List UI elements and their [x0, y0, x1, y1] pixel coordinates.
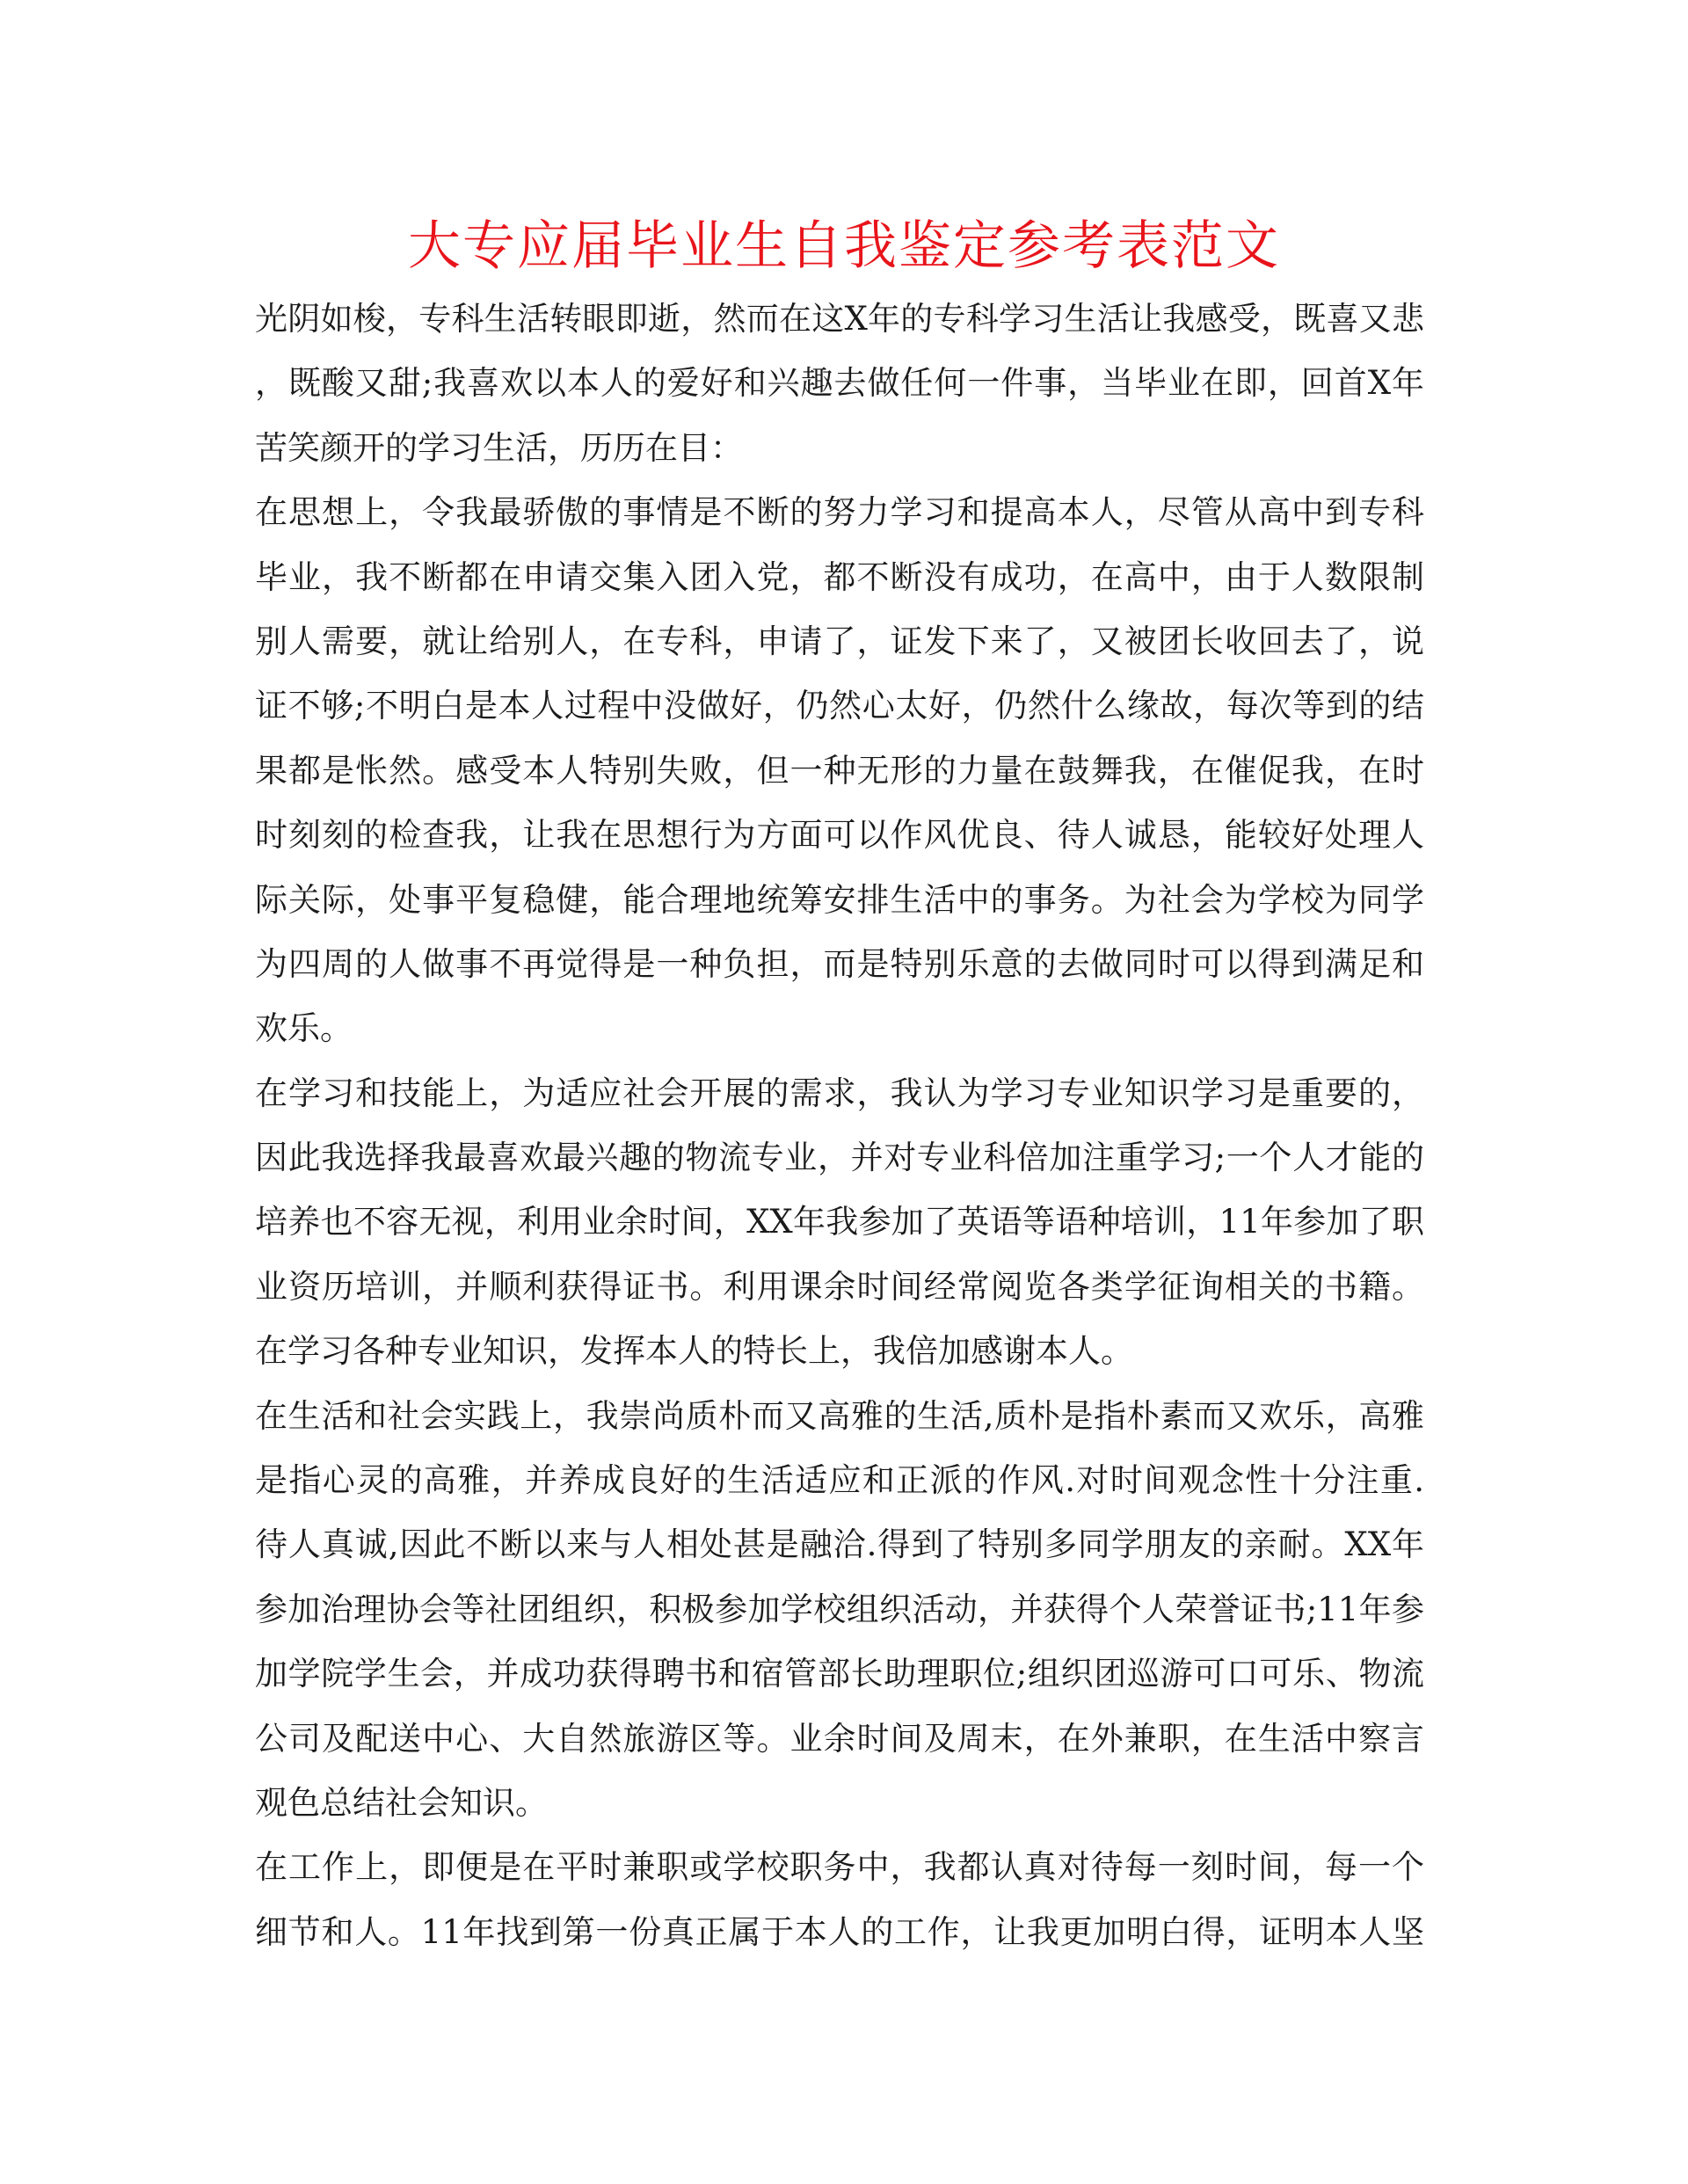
- body-line: 际关际，处事平复稳健，能合理地统筹安排生活中的事务。为社会为学校为同学: [255, 880, 1424, 919]
- body-line: 业资历培训，并顺利获得证书。利用课余时间经常阅览各类学征询相关的书籍。: [255, 1267, 1424, 1306]
- body-line: 观色总结社会知识。: [255, 1783, 548, 1822]
- body-line: 公司及配送中心、大自然旅游区等。业余时间及周末，在外兼职，在生活中察言: [255, 1719, 1424, 1758]
- body-line: 光阴如梭，专科生活转眼即逝，然而在这X年的专科学习生活让我感受，既喜又悲: [255, 300, 1424, 338]
- body-line: 在工作上，即便是在平时兼职或学校职务中，我都认真对待每一刻时间，每一个: [255, 1848, 1424, 1887]
- body-line: 细节和人。11年找到第一份真正属于本人的工作，让我更加明白得，证明本人坚: [255, 1912, 1424, 1951]
- body-line: 毕业，我不断都在申请交集入团入党，都不断没有成功，在高中，由于人数限制: [255, 557, 1424, 596]
- body-line: 在思想上，令我最骄傲的事情是不断的努力学习和提高本人，尽管从高中到专科: [255, 493, 1424, 532]
- body-line: 果都是怅然。感受本人特别失败，但一种无形的力量在鼓舞我，在催促我，在时: [255, 751, 1424, 790]
- body-line: 苦笑颜开的学习生活，历历在目：: [255, 428, 743, 467]
- body-line: 因此我选择我最喜欢最兴趣的物流专业，并对专业科倍加注重学习;一个人才能的: [255, 1139, 1424, 1177]
- body-line: 在生活和社会实践上，我崇尚质朴而又高雅的生活,质朴是指朴素而又欢乐，高雅: [255, 1396, 1424, 1435]
- body-line: 为四周的人做事不再觉得是一种负担，而是特别乐意的去做同时可以得到满足和: [255, 944, 1424, 983]
- body-line: 加学院学生会，并成功获得聘书和宿管部长助理职位;组织团巡游可口可乐、物流: [255, 1655, 1424, 1693]
- body-line: 待人真诚,因此不断以来与人相处甚是融洽.得到了特别多同学朋友的亲耐。XX年: [255, 1525, 1424, 1564]
- body-line: 时刻刻的检查我，让我在思想行为方面可以作风优良、待人诚恳，能较好处理人: [255, 816, 1424, 855]
- document-title: 大专应届毕业生自我鉴定参考表范文: [408, 215, 1280, 277]
- document-body: [255, 287, 1424, 1964]
- body-line: 是指心灵的高雅，并养成良好的生活适应和正派的作风.对时间观念性十分注重.: [255, 1461, 1424, 1500]
- body-line: 在学习和技能上，为适应社会开展的需求，我认为学习专业知识学习是重要的，: [255, 1074, 1424, 1112]
- body-line: ，既酸又甜;我喜欢以本人的爱好和兴趣去做任何一件事，当毕业在即，回首X年: [255, 364, 1424, 403]
- body-line: 欢乐。: [255, 1009, 353, 1048]
- body-line: 参加治理协会等社团组织，积极参加学校组织活动，并获得个人荣誉证书;11年参: [255, 1590, 1424, 1628]
- body-line: 培养也不容无视，利用业余时间，XX年我参加了英语等语种培训，11年参加了职: [255, 1203, 1424, 1241]
- body-line: 别人需要，就让给别人，在专科，申请了，证发下来了，又被团长收回去了，说: [255, 622, 1424, 660]
- body-line: 证不够;不明白是本人过程中没做好，仍然心太好，仍然什么缘故，每次等到的结: [255, 687, 1424, 725]
- body-line: 在学习各种专业知识，发挥本人的特长上，我倍加感谢本人。: [255, 1332, 1133, 1371]
